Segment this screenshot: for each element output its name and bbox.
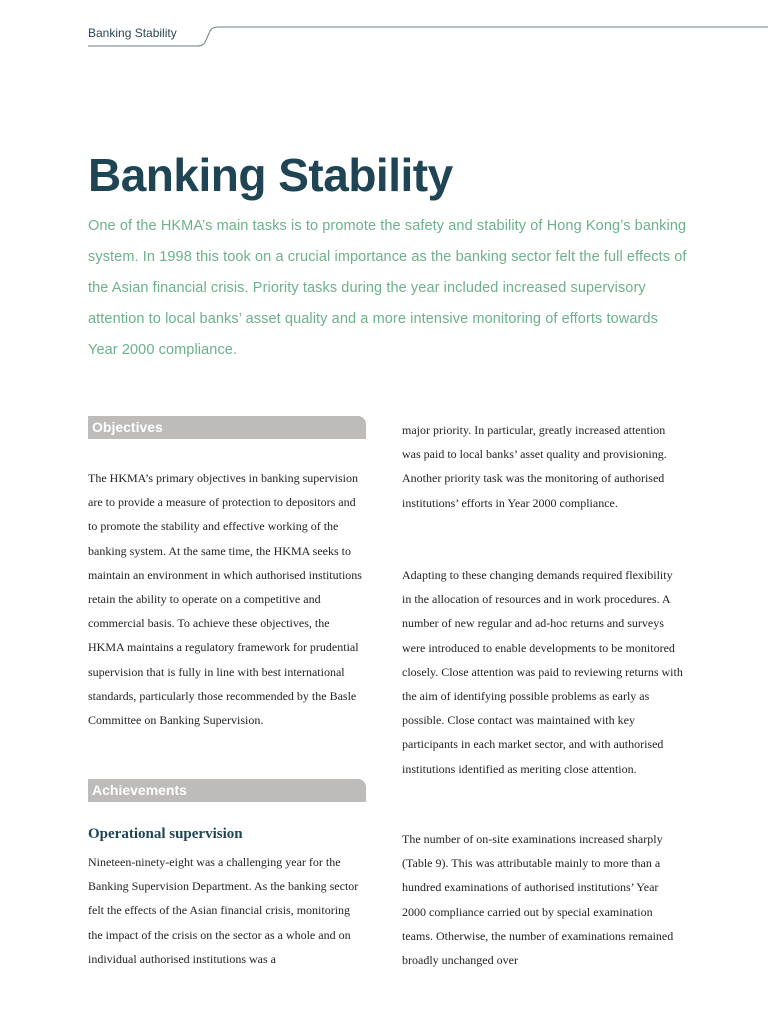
operational-supervision-subheading: Operational supervision	[88, 826, 243, 842]
running-head-title: Banking Stability	[88, 26, 177, 40]
objectives-heading: Objectives	[88, 416, 366, 439]
lead-paragraph: One of the HKMA’s main tasks is to promote the safety and stability of Hong Kong’s banking system. In 1998 this took on a crucial importance as the banking sector felt the full effects of the Asian financial crisis. Priority tasks during the year included increased supervisory attention to local banks’ asset quality and a more intensive monitoring of efforts towards Year 2000 compliance.	[88, 218, 687, 358]
page-title: Banking Stability	[88, 149, 453, 201]
right-column-paragraph-2: Adapting to these changing demands required flexibility in the allocation of resources and in work procedures. A number of new regular and ad-hoc returns and surveys were introduced to enable developments to be monitored closely. Close attention was paid to reviewing returns with the aim of identifying possible problems as early as possible. Close contact was maintained with key participants in each market sector, and with authorised institutions identified as meriting close attention.	[402, 568, 683, 776]
objectives-text: The HKMA’s primary objectives in banking supervision are to provide a measure of protection to depositors and to promote the stability and effective working of the banking system. At the same time, the HKMA seeks to maintain an environment in which authorised institutions retain the ability to operate on a competitive and commercial basis. To achieve these objectives, the HKMA maintains a regulatory framework for prudential supervision that is fully in line with best international standards, particularly those recommended by the Basle Committee on Banking Supervision.	[88, 471, 362, 728]
achievements-heading: Achievements	[88, 779, 366, 802]
operational-supervision-text: Nineteen-ninety-eight was a challenging year for the Banking Supervision Department. As the banking sector felt the effects of the Asian financial crisis, monitoring the impact of the crisis on the sector as a whole and on individual authorised institutions was a	[88, 855, 359, 966]
right-column-paragraph-1: major priority. In particular, greatly increased attention was paid to local banks’ asset quality and provisioning. Another priority task was the monitoring of authorised institutions’ efforts in Year 2000 compliance.	[402, 423, 667, 510]
right-column-paragraph-3: The number of on-site examinations increased sharply (Table 9). This was attributable mainly to more than a hundred examinations of authorised institutions’ Year 2000 compliance carried out by special examination teams. Otherwise, the number of examinations remained broadly unchanged over	[402, 832, 674, 968]
